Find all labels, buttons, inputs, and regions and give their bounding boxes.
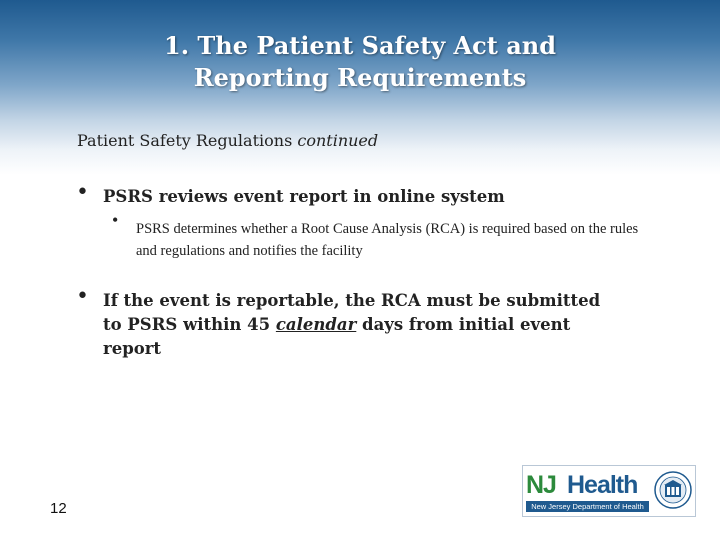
title-line-2: Reporting Requirements xyxy=(193,63,527,92)
section-subtitle xyxy=(77,131,378,150)
bullet-text-1: PSRS reviews event report in online system xyxy=(103,187,505,206)
subtitle-main: Patient Safety Regulations xyxy=(77,131,298,150)
slide-title xyxy=(60,30,660,94)
bullet-text-2-start: If the event is reportable, the RCA must be submitted to PSRS within 45 xyxy=(103,291,601,334)
calendar-emphasis: calendar xyxy=(275,315,357,334)
bullet-text-2-end: days from initial event report xyxy=(103,315,571,358)
sub-bullet-marker: • xyxy=(112,210,119,230)
logo-nj-text: NJ xyxy=(526,471,556,499)
sub-bullet-text-1: PSRS determines whether a Root Cause Analysis (RCA) is required based on the rules and regulations and notifies the facility xyxy=(136,221,639,259)
title-line-1: 1. The Patient Safety Act and xyxy=(164,31,556,60)
subtitle-continued: continued xyxy=(297,131,379,150)
page-number: 12 xyxy=(50,500,67,517)
bullet-marker: • xyxy=(76,180,89,205)
logo-tagline: New Jersey Department of Health xyxy=(526,501,649,512)
bullet-marker: • xyxy=(76,284,89,309)
state-seal-icon xyxy=(654,471,692,509)
logo-health-text: Health xyxy=(567,471,638,499)
nj-health-logo xyxy=(522,465,696,517)
bullet-text-2 xyxy=(103,289,623,361)
